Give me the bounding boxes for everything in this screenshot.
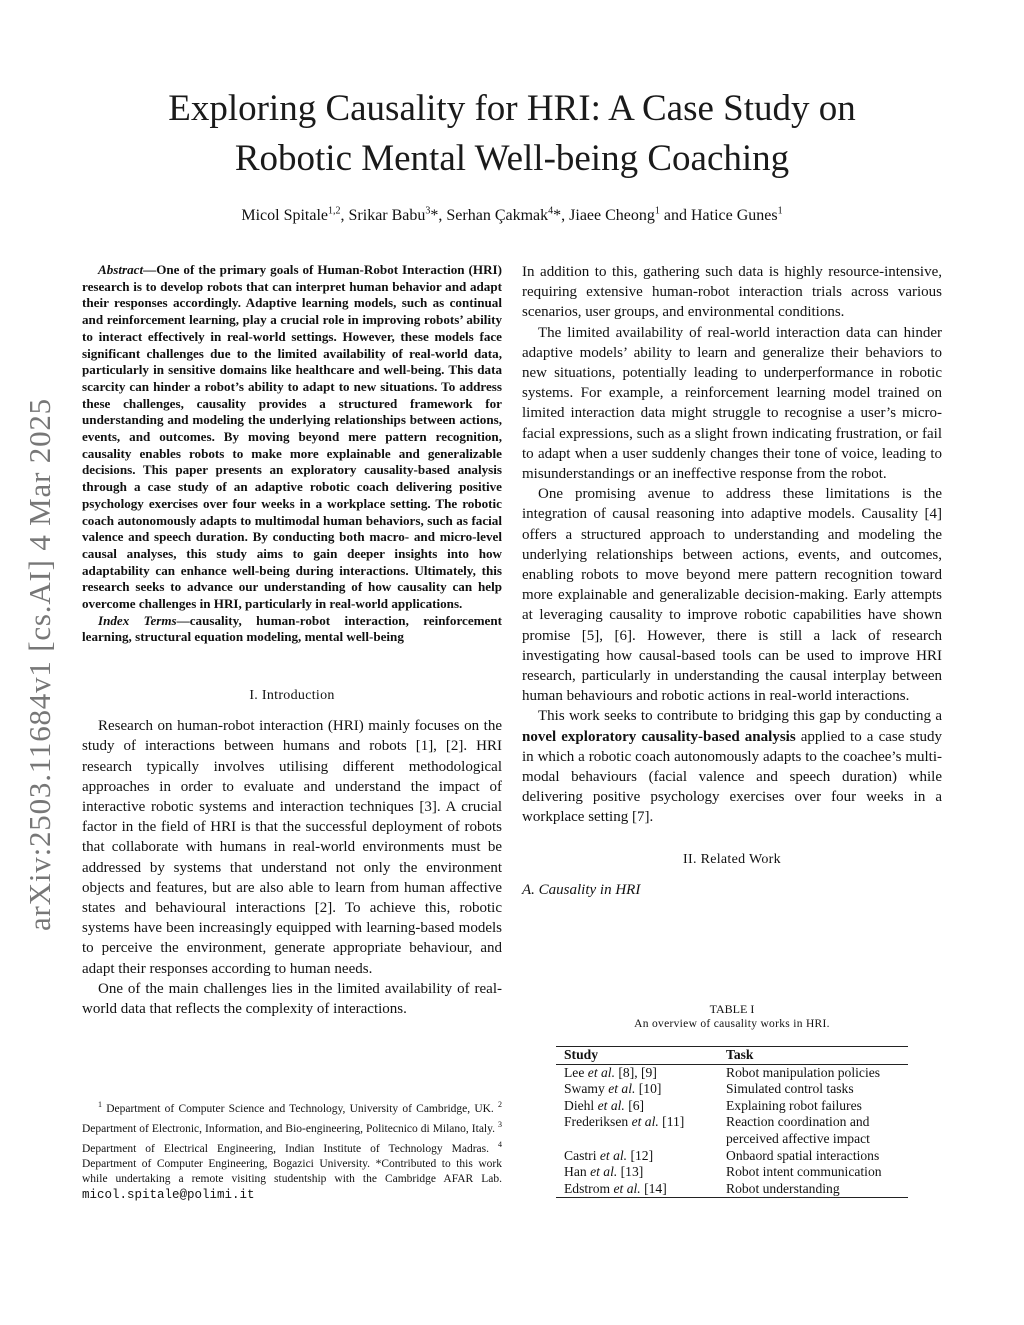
right-column	[522, 262, 942, 900]
column-header: Task	[718, 1047, 908, 1065]
table-row	[556, 1164, 908, 1181]
paragraph: The limited availability of real-world interaction data can hinder adaptive models’ ability to learn and generalize their behaviors to new situations, potentially leading to underperformance in robotic systems. For example, a reinforcement learning model trained on limited interaction data might struggle to recognise a user’s micro-facial expressions, such as a slight frown indicating frustration, or fail to adapt when a user suddenly changes their tone of voice, leading to misunderstandings or an ineffective response from the robot.	[522, 324, 942, 483]
task-cell: Robot manipulation policies	[726, 1064, 881, 1080]
author: Jiaee Cheong$^1$ and	[569, 206, 691, 225]
study-cell: Castri et al. [12]	[564, 1147, 654, 1163]
index-terms	[82, 613, 502, 646]
study-cell: Frederiksen et al. [11]	[564, 1114, 685, 1130]
contact-email: micol.spitale@polimi.it	[82, 1187, 255, 1202]
study-cell: Han et al. [13]	[564, 1164, 644, 1180]
author-list	[100, 200, 924, 228]
author: Srikar Babu$^3$*,	[348, 206, 447, 225]
abstract-lead: Abstract	[98, 262, 144, 277]
left-column	[82, 262, 502, 1019]
task-cell: Onbaord spatial interactions	[726, 1147, 880, 1163]
section-heading-related-work: II. Related Work	[683, 851, 781, 867]
paragraph: One promising avenue to address these limitations is the integration of causal reasoning into adaptive models. Causality [4] offers a structured approach to understanding and modeling the underlying relationships between actions, events, and outcomes, enabling robots to move beyond mere pattern recognition toward more explainable and generalizable decision-making. Early attempts at leveraging causality to improve robotic capabilities have shown promise [5], [6]. However, there is still a lack of research investigating how causal-based tools can be used to improve HRI research, particularly in understanding the causal interplay between human behaviours and robotic actions in real-world interactions.	[522, 486, 942, 705]
paragraph: One of the main challenges lies in the limited availability of real-world data that reflects the complexity of interactions.	[82, 980, 502, 1018]
paper-title-line-1: Exploring Causality for HRI: A Case Study on	[168, 88, 856, 129]
table-row	[556, 1064, 908, 1081]
study-cell: Diehl et al. [6]	[564, 1097, 645, 1113]
causality-works-table	[556, 1046, 908, 1198]
author: Micol Spitale$^{1,2}$,	[241, 206, 349, 225]
table-row	[556, 1081, 908, 1098]
highlighted-contribution: novel exploratory causality-based analysis	[522, 728, 796, 745]
table-label: TABLE I	[709, 1002, 755, 1016]
section-heading-introduction: I. Introduction	[249, 688, 335, 704]
task-cell: Robot intent communication	[726, 1164, 882, 1180]
index-terms-text: —causality, human-robot interaction, reinforcement learning, structural equation modeling, mental well-being	[82, 612, 502, 645]
table-row	[556, 1098, 908, 1115]
study-cell: Edstrom et al. [14]	[556, 1181, 718, 1198]
abstract-text: —One of the primary goals of Human-Robot Interaction (HRI) research is to develop robots that can interpret human behavior and adapt their responses accordingly. Adaptive learning models, such as continual and reinforcement learning, play a crucial role in improving robots’ ability to interact effectively in real-world settings. However, these models face significant challenges due to the limited availability of real-world data, particularly in sensitive domains like healthcare and well-being. This data scarcity can hinder a robot’s ability to adapt to new situations. To address these challenges, causality provides a structured framework for understanding and modeling the underlying relationships between actions, events, and outcomes. By moving beyond mere pattern recognition, causality enables robots to make more explainable and generalizable decisions. This paper presents an exploratory causality-based analysis through a case study of an adaptive robotic coach delivering positive psychology exercises over four weeks in a workplace setting. The robotic coach autonomously adapts to multimodal human behaviors, such as facial valence and speech duration. By conducting both macro- and micro-level causal analyses, this study aims to gain deeper insights into how adaptability can enhance well-being during interactions. Ultimately, this research seeks to advance our understanding of how causality can help overcome challenges in HRI, particularly in real-world applications.	[82, 262, 502, 612]
study-cell: Swamy et al. [10]	[564, 1081, 662, 1097]
subsection-heading: A. Causality in HRI	[522, 881, 641, 898]
author: Hatice Gunes$^1$	[691, 206, 783, 225]
paragraph: Research on human-robot interaction (HRI) mainly focuses on the study of interactions between humans and robots [1], [2]. HRI research typically involves utilising different methodological approaches in order to evaluate and understand the impact of interactive robotic systems and interaction techniques [3]. A crucial factor in the field of HRI is that the successful deployment of robots that collaborate with humans in real-world environments must be addressed by systems that understand not only the environment objects and features, but are also able to learn from human affective states and behavioural interactions [2]. To achieve this, robotic systems have been increasingly equipped with learning-based models to perceive the environment, generate appropriate behaviour, and adapt their responses according to human needs.	[82, 718, 502, 977]
table-header-row	[556, 1047, 908, 1065]
table-title: An overview of causality works in HRI.	[634, 1018, 830, 1030]
paper-title-line-2: Robotic Mental Well-being Coaching	[234, 138, 790, 179]
affiliation-footnote: $^1$ Department of Computer Science and Technology, University of Cambridge, UK. $^2$ Department of Electronic, Information, and Bio-engineering, Politecnico di Milano, Italy. $^3$ Department of Electrical Engineering, Indian Institute of Technology Madras. $^4$ Department of Computer Engineering, Bogazici University. *Contributed to this work while undertaking a remote visiting studentship with the Cambridge AFAR Lab. micol.spitale@polimi.it	[82, 1100, 502, 1202]
study-cell: Lee et al. [8], [9]	[564, 1064, 657, 1080]
index-terms-lead: Index Terms	[98, 612, 177, 628]
column-header: Study	[556, 1047, 718, 1065]
paragraph: This work seeks to contribute to bridging this gap by conducting a novel exploratory causality-based analysis applied to a case study in which a robotic coach autonomously adapts to the coachee’s multi-modal behaviours (facial valence and speech duration) while delivering positive psychology exercises over four weeks in a workplace setting [7].	[522, 708, 942, 826]
task-cell: Robot understanding	[718, 1181, 908, 1198]
table-row	[556, 1148, 908, 1165]
abstract	[82, 262, 502, 613]
paper-title	[100, 84, 924, 184]
table-caption	[522, 1002, 942, 1032]
arxiv-stamp: arXiv:2503.11684v1 [cs.AI] 4 Mar 2025	[22, 398, 57, 932]
author: Serhan Çakmak$^4$*,	[446, 206, 570, 225]
table-row	[556, 1114, 908, 1147]
task-cell: Reaction coordination and perceived affective impact	[726, 1114, 870, 1146]
table-row	[556, 1181, 908, 1198]
paragraph: In addition to this, gathering such data is highly resource-intensive, requiring extensive human-robot interaction trials across various scenarios, user groups, and environmental conditions.	[522, 264, 942, 321]
task-cell: Simulated control tasks	[726, 1081, 854, 1097]
task-cell: Explaining robot failures	[726, 1097, 862, 1113]
